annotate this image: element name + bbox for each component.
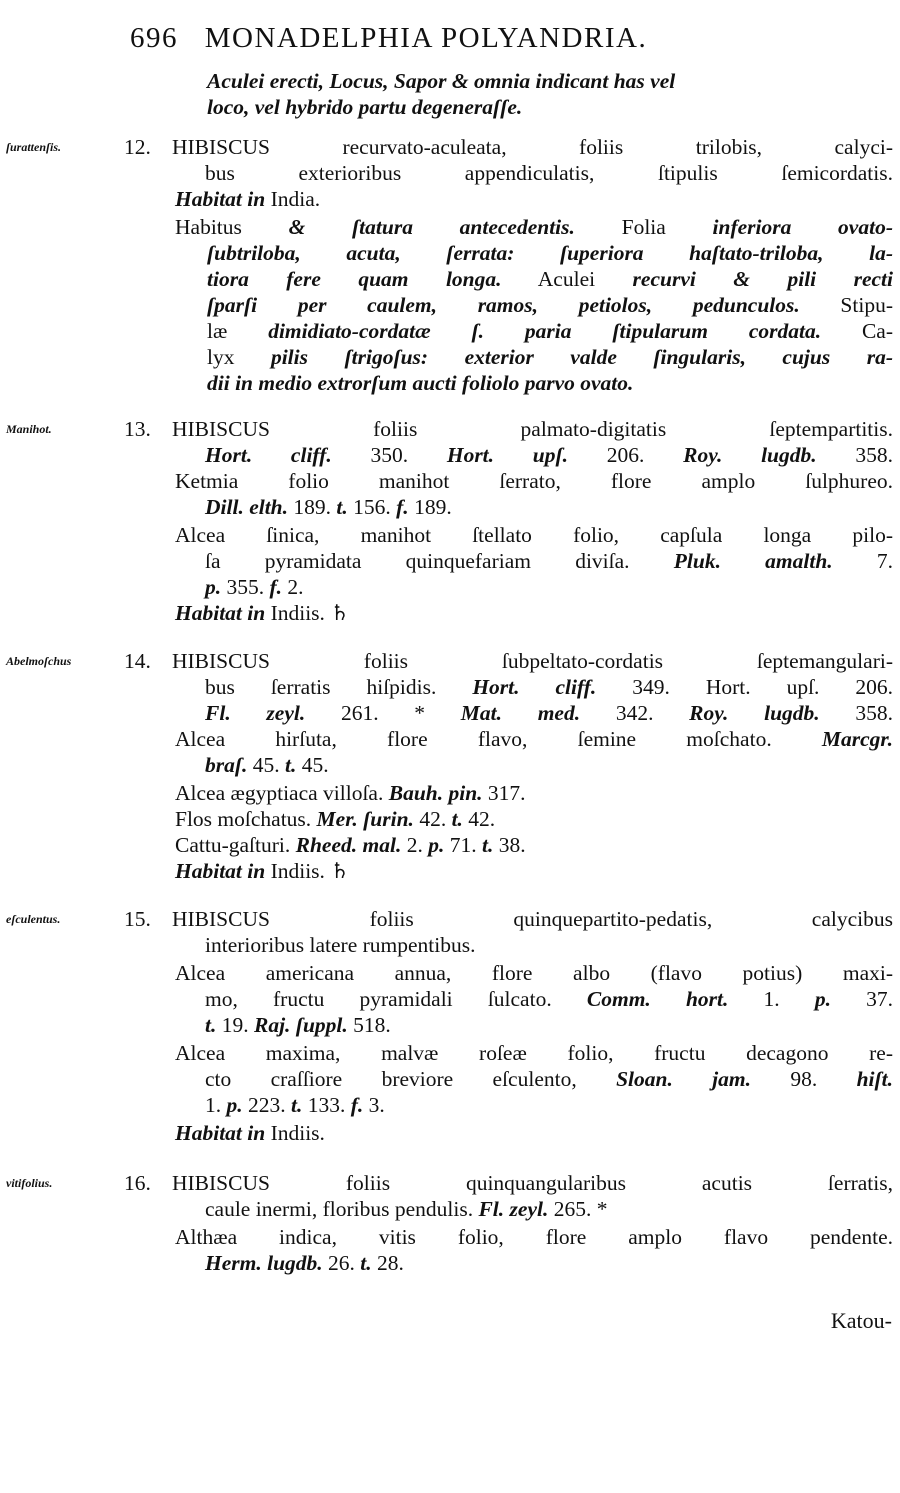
- text-line: [172, 134, 893, 160]
- italic-text: t.: [285, 753, 297, 777]
- italic-text: Habitat in: [175, 1121, 266, 1145]
- text-line: [172, 906, 893, 932]
- running-header: [130, 22, 647, 55]
- italic-text: Habitat in: [175, 601, 266, 625]
- italic-text: loco, vel hybrido partu degeneraſſe.: [207, 95, 523, 119]
- page-number: 696: [130, 22, 178, 54]
- roman-text: Ca-: [821, 319, 893, 343]
- entry-number: 13.: [124, 417, 151, 441]
- roman-text: Alcea maxima, malvæ roſeæ folio, fructu decagono re-: [175, 1041, 893, 1065]
- text-line: [205, 574, 304, 600]
- roman-text: bus ſerratis hiſpidis.: [205, 675, 473, 699]
- italic-text: Fl. zeyl.: [478, 1197, 549, 1221]
- roman-text: 26.: [322, 1251, 361, 1275]
- italic-text: Mat. med.: [460, 701, 581, 725]
- roman-text: mo, fructu pyramidali ſulcato.: [205, 987, 587, 1011]
- roman-text: 223.: [242, 1093, 291, 1117]
- italic-text: Sloan. jam.: [616, 1067, 751, 1091]
- italic-text: Roy. lugdb.: [689, 701, 820, 725]
- italic-text: Hort. cliff.: [205, 443, 332, 467]
- text-line: [207, 370, 633, 396]
- text-line: [175, 858, 350, 884]
- text-line: [175, 1120, 325, 1146]
- roman-text: bus exterioribus appendiculatis, ſtipulis ſemicordatis.: [205, 161, 893, 185]
- roman-text: Aculei: [501, 267, 633, 291]
- italic-text: Aculei erecti, Locus, Sapor & omnia indicant has vel: [207, 69, 676, 93]
- roman-text: 28.: [371, 1251, 404, 1275]
- italic-text: Pluk. amalth.: [673, 549, 833, 573]
- italic-text: t.: [360, 1251, 372, 1275]
- text-line: [205, 1066, 893, 1092]
- text-line: [175, 522, 893, 548]
- text-line: [207, 344, 893, 370]
- margin-species-name: Manihot.: [6, 422, 52, 436]
- italic-text: braſ.: [205, 753, 248, 777]
- italic-text: tiora fere quam longa.: [207, 267, 502, 291]
- italic-text: Mer. ſurin.: [316, 807, 414, 831]
- text-line: [172, 416, 893, 442]
- margin-species-name: vitifolius.: [6, 1176, 53, 1190]
- italic-text: Comm. hort.: [586, 987, 729, 1011]
- italic-text: Roy. lugdb.: [683, 443, 817, 467]
- roman-text: ſa pyramidata quinquefariam diviſa.: [205, 549, 674, 573]
- italic-text: Herm. lugdb.: [205, 1251, 323, 1275]
- roman-text: 265. *: [548, 1197, 608, 1221]
- roman-text: 1.: [728, 987, 815, 1011]
- roman-text: Indiis.: [265, 1121, 325, 1145]
- roman-text: 45.: [247, 753, 286, 777]
- text-line: [205, 1012, 391, 1038]
- italic-text: t.: [336, 495, 348, 519]
- italic-text: ſubtriloba, acuta, ſerrata: ſuperiora haſtato-triloba, la-: [207, 241, 893, 265]
- text-line: [175, 468, 893, 494]
- italic-text: recurvi & pili recti: [632, 267, 893, 291]
- roman-text: Habitus: [175, 215, 289, 239]
- italic-text: p.: [428, 833, 445, 857]
- roman-text: 518.: [347, 1013, 391, 1037]
- entry-number: 12.: [124, 135, 151, 159]
- page-title: MONADELPHIA POLYANDRIA.: [204, 22, 648, 54]
- text-line: [175, 1224, 893, 1250]
- italic-text: Dill. elth.: [205, 495, 289, 519]
- text-line: [175, 214, 893, 240]
- roman-text: 3.: [363, 1093, 385, 1117]
- text-line: [207, 292, 893, 318]
- roman-text: 1.: [205, 1093, 227, 1117]
- text-line: [207, 266, 893, 292]
- text-line: [205, 160, 893, 186]
- roman-text: cto craſſiore breviore eſculento,: [205, 1067, 617, 1091]
- roman-text: 156.: [347, 495, 397, 519]
- roman-text: 37.: [830, 987, 894, 1011]
- roman-text: 133.: [302, 1093, 351, 1117]
- roman-text: 350.: [331, 443, 447, 467]
- roman-text: 317.: [482, 781, 526, 805]
- italic-text: ſparſi per caulem, ramos, petiolos, pedunculos.: [207, 293, 800, 317]
- roman-text: 45.: [296, 753, 329, 777]
- text-line: [175, 600, 350, 626]
- roman-text: 42.: [413, 807, 452, 831]
- italic-text: t.: [481, 833, 494, 857]
- text-line: [205, 752, 329, 778]
- roman-text: 38.: [493, 833, 526, 857]
- roman-text: HIBISCUS foliis quinquepartito-pedatis, calycibus: [172, 907, 893, 931]
- italic-text: Marcgr.: [821, 727, 893, 751]
- text-line: [175, 780, 526, 806]
- italic-text: t.: [291, 1093, 303, 1117]
- italic-text: p.: [205, 575, 222, 599]
- entry-number: 15.: [124, 907, 151, 931]
- roman-text: Indiis. ♄: [265, 859, 350, 883]
- text-line: [205, 1196, 607, 1222]
- italic-text: dimidiato-cordatæ ſ. paria ſtipularum cordata.: [268, 319, 822, 343]
- roman-text: Alcea hirſuta, flore flavo, ſemine moſchato.: [175, 727, 822, 751]
- text-line: [205, 548, 893, 574]
- roman-text: lyx: [207, 345, 271, 369]
- roman-text: 71.: [444, 833, 482, 857]
- roman-text: 98.: [751, 1067, 857, 1091]
- entry-number: 16.: [124, 1171, 151, 1195]
- text-line: [205, 442, 893, 468]
- roman-text: 7.: [832, 549, 894, 573]
- text-line: [205, 1092, 385, 1118]
- text-line: [205, 1250, 404, 1276]
- roman-text: 189.: [408, 495, 452, 519]
- text-line: [175, 832, 526, 858]
- text-line: [172, 648, 893, 674]
- catchword: Katou-: [830, 1308, 892, 1333]
- roman-text: HIBISCUS foliis quinquangularibus acutis ſerratis,: [172, 1171, 893, 1195]
- roman-text: Stipu-: [799, 293, 893, 317]
- roman-text: HIBISCUS foliis ſubpeltato-cordatis ſeptemangulari-: [172, 649, 893, 673]
- roman-text: Alcea ſinica, manihot ſtellato folio, capſula longa pilo-: [175, 523, 893, 547]
- roman-text: læ: [207, 319, 269, 343]
- roman-text: 2.: [401, 833, 429, 857]
- text-line: [207, 94, 522, 120]
- italic-text: & ſtatura antecedentis.: [288, 215, 575, 239]
- roman-text: 342.: [580, 701, 690, 725]
- roman-text: 358.: [819, 701, 894, 725]
- roman-text: interioribus latere rumpentibus.: [205, 933, 476, 957]
- roman-text: Alcea ægyptiaca villoſa.: [175, 781, 389, 805]
- italic-text: Fl. zeyl.: [205, 701, 306, 725]
- roman-text: 349. Hort. upſ. 206.: [596, 675, 894, 699]
- roman-text: HIBISCUS foliis palmato-digitatis ſeptempartitis.: [172, 417, 893, 441]
- text-line: [205, 986, 893, 1012]
- roman-text: caule inermi, floribus pendulis.: [205, 1197, 479, 1221]
- roman-text: Alcea americana annua, flore albo (flavo potius) maxi-: [175, 961, 893, 985]
- italic-text: f.: [350, 1093, 364, 1117]
- italic-text: Habitat in: [175, 187, 266, 211]
- italic-text: Rheed. mal.: [295, 833, 402, 857]
- roman-text: 2.: [282, 575, 304, 599]
- text-line: [205, 674, 893, 700]
- roman-text: Flos moſchatus.: [175, 807, 317, 831]
- italic-text: inferiora ovato-: [712, 215, 893, 239]
- roman-text: Ketmia folio manihot ſerrato, flore amplo ſulphureo.: [175, 469, 893, 493]
- italic-text: p.: [226, 1093, 243, 1117]
- text-line: [175, 1040, 893, 1066]
- margin-species-name: ſurattenſis.: [6, 140, 62, 154]
- italic-text: pilis ſtrigoſus: exterior valde ſingularis, cujus ra-: [270, 345, 893, 369]
- text-line: [175, 186, 320, 212]
- roman-text: 355.: [221, 575, 270, 599]
- roman-text: Althæa indica, vitis folio, flore amplo flavo pendente.: [175, 1225, 893, 1249]
- roman-text: 206.: [568, 443, 684, 467]
- italic-text: Hort. cliff.: [472, 675, 597, 699]
- margin-species-name: Abelmoſchus: [6, 654, 72, 668]
- roman-text: Cattu-gaſturi.: [175, 833, 296, 857]
- italic-text: p.: [814, 987, 831, 1011]
- roman-text: Indiis. ♄: [265, 601, 350, 625]
- roman-text: Folia: [574, 215, 713, 239]
- margin-species-name: eſculentus.: [6, 912, 61, 926]
- italic-text: dii in medio extrorſum aucti foliolo parvo ovato.: [207, 371, 634, 395]
- text-line: [205, 932, 475, 958]
- italic-text: t.: [451, 807, 463, 831]
- italic-text: hiſt.: [856, 1067, 894, 1091]
- italic-text: Habitat in: [175, 859, 266, 883]
- roman-text: HIBISCUS recurvato-aculeata, foliis trilobis, calyci-: [172, 135, 893, 159]
- italic-text: f.: [269, 575, 283, 599]
- text-line: [175, 806, 495, 832]
- text-line: [205, 494, 452, 520]
- roman-text: 189.: [288, 495, 337, 519]
- text-line: [175, 726, 893, 752]
- text-line: [207, 68, 675, 94]
- roman-text: 358.: [816, 443, 894, 467]
- roman-text: 19.: [216, 1013, 254, 1037]
- roman-text: India.: [265, 187, 321, 211]
- text-line: [175, 960, 893, 986]
- italic-text: f.: [396, 495, 409, 519]
- text-line: [205, 700, 893, 726]
- italic-text: Bauh. pin.: [388, 781, 483, 805]
- entry-number: 14.: [124, 649, 151, 673]
- roman-text: 261. *: [305, 701, 461, 725]
- text-line: [207, 240, 893, 266]
- italic-text: Hort. upſ.: [446, 443, 569, 467]
- text-line: [172, 1170, 893, 1196]
- text-line: [207, 318, 893, 344]
- italic-text: t.: [205, 1013, 217, 1037]
- roman-text: 42.: [462, 807, 496, 831]
- italic-text: Raj. ſuppl.: [253, 1013, 348, 1037]
